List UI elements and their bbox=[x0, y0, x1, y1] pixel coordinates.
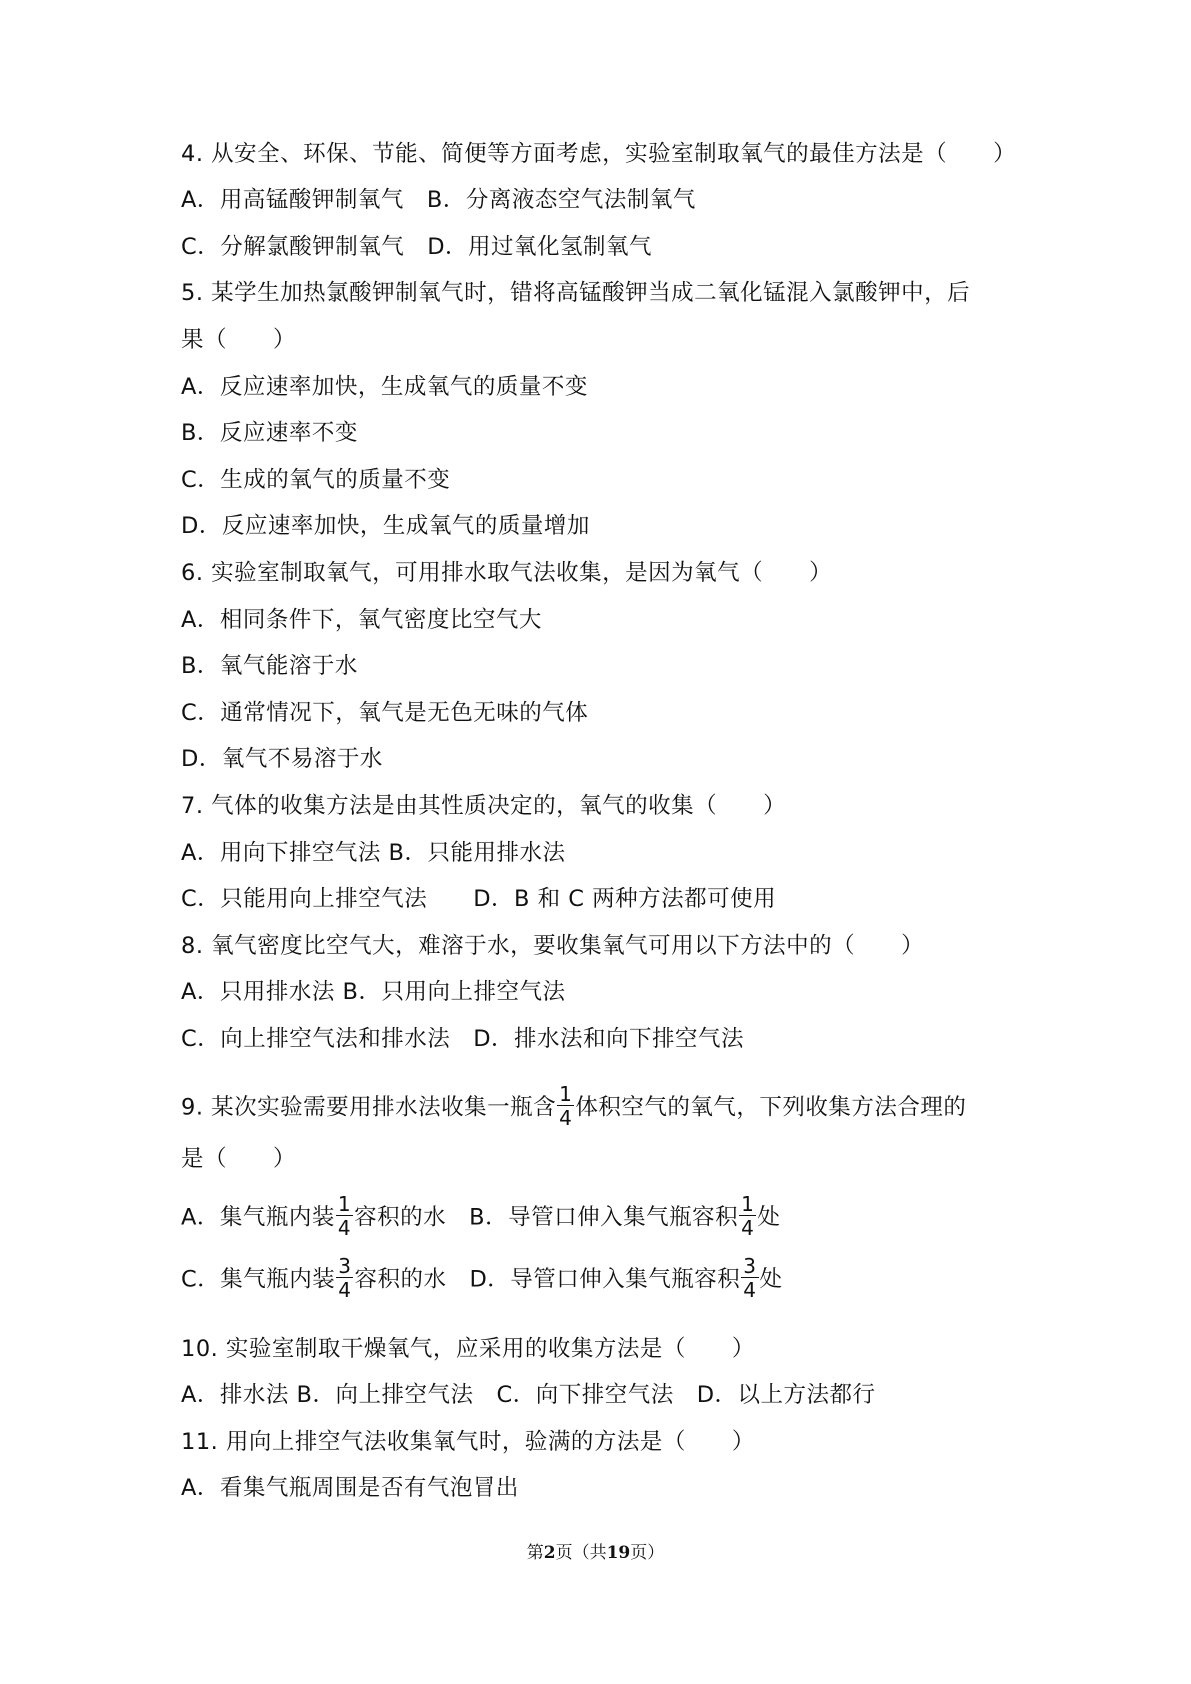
q6-option-a: A．相同条件下，氧气密度比空气大 bbox=[181, 607, 542, 633]
q10-options: A．排水法 B．向上排空气法 C．向下排空气法 D．以上方法都行 bbox=[181, 1382, 876, 1408]
q9-option-d-post: 处 bbox=[759, 1266, 783, 1293]
q8-options-cd: C．向上排空气法和排水法 D．排水法和向下排空气法 bbox=[181, 1026, 745, 1052]
fraction-denominator: 4 bbox=[743, 1278, 757, 1302]
fraction-denominator: 4 bbox=[741, 1216, 755, 1240]
q11-option-a: A．看集气瓶周围是否有气泡冒出 bbox=[181, 1475, 519, 1501]
footer-mid: 页（共 bbox=[555, 1543, 607, 1563]
q7-options-cd: C．只能用向上排空气法 D．B 和 C 两种方法都可使用 bbox=[181, 886, 777, 912]
footer-pre: 第 bbox=[526, 1543, 544, 1563]
q5-option-d: D．反应速率加快，生成氧气的质量增加 bbox=[181, 513, 590, 539]
q5-stem-cont: 果（ ） bbox=[181, 327, 297, 353]
q11-stem: 11. 用向上排空气法收集氧气时，验满的方法是（ ） bbox=[181, 1429, 755, 1455]
footer-page-number: 2 bbox=[543, 1543, 556, 1563]
fraction-denominator: 4 bbox=[337, 1216, 352, 1240]
fraction-numerator: 1 bbox=[741, 1192, 755, 1216]
fraction-denominator: 4 bbox=[559, 1106, 573, 1130]
q8-options-ab: A．只用排水法 B．只用向上排空气法 bbox=[181, 979, 566, 1005]
footer-post: 页） bbox=[630, 1543, 665, 1563]
q4-stem: 4. 从安全、环保、节能、简便等方面考虑，实验室制取氧气的最佳方法是（ ） bbox=[181, 141, 1017, 167]
fraction-denominator: 4 bbox=[338, 1278, 352, 1302]
q9-option-c-post: 容积的水 D．导管口伸入集气瓶容积 bbox=[354, 1266, 741, 1293]
fraction-numerator: 3 bbox=[338, 1254, 352, 1278]
q9-option-c-pre: C．集气瓶内装 bbox=[181, 1266, 336, 1293]
q9-stem-post: 体积空气的氧气，下列收集方法合理的 bbox=[575, 1094, 967, 1121]
fraction-option-b bbox=[739, 1194, 756, 1238]
q6-option-d: D．氧气不易溶于水 bbox=[181, 746, 383, 772]
q9-option-a-post: 容积的水 B．导管口伸入集气瓶容积 bbox=[354, 1204, 739, 1231]
page-footer bbox=[0, 1538, 1191, 1563]
q9-stem-cont: 是（ ） bbox=[181, 1146, 297, 1172]
q9-stem bbox=[181, 1082, 967, 1130]
q4-options-cd: C．分解氯酸钾制氧气 D．用过氧化氢制氧气 bbox=[181, 234, 653, 260]
q9-options-ab bbox=[181, 1192, 781, 1240]
q10-stem: 10. 实验室制取干燥氧气，应采用的收集方法是（ ） bbox=[181, 1336, 755, 1362]
q9-options-cd bbox=[181, 1254, 783, 1302]
fraction-option-c bbox=[336, 1256, 353, 1300]
q7-stem: 7. 气体的收集方法是由其性质决定的，氧气的收集（ ） bbox=[181, 793, 787, 819]
q6-option-b: B．氧气能溶于水 bbox=[181, 653, 358, 679]
q9-stem-pre: 9. 某次实验需要用排水法收集一瓶含 bbox=[181, 1094, 557, 1121]
q9-option-b-post: 处 bbox=[757, 1204, 781, 1231]
fraction-numerator: 1 bbox=[337, 1192, 352, 1216]
fraction-option-a bbox=[336, 1194, 353, 1238]
q5-stem: 5. 某学生加热氯酸钾制氧气时，错将高锰酸钾当成二氧化锰混入氯酸钾中，后 bbox=[181, 280, 971, 306]
fraction-one-quarter bbox=[557, 1084, 574, 1128]
footer-total-pages: 19 bbox=[606, 1543, 631, 1563]
q6-stem: 6. 实验室制取氧气，可用排水取气法收集，是因为氧气（ ） bbox=[181, 560, 833, 586]
q8-stem: 8. 氧气密度比空气大，难溶于水，要收集氧气可用以下方法中的（ ） bbox=[181, 933, 925, 959]
fraction-numerator: 1 bbox=[559, 1082, 573, 1106]
fraction-numerator: 3 bbox=[743, 1254, 757, 1278]
q5-option-b: B．反应速率不变 bbox=[181, 420, 358, 446]
q9-option-a-pre: A．集气瓶内装 bbox=[181, 1204, 335, 1231]
q5-option-c: C．生成的氧气的质量不变 bbox=[181, 467, 451, 493]
fraction-option-d bbox=[741, 1256, 758, 1300]
q7-options-ab: A．用向下排空气法 B．只能用排水法 bbox=[181, 840, 566, 866]
q4-options-ab: A．用高锰酸钾制氧气 B．分离液态空气法制氧气 bbox=[181, 187, 696, 213]
q6-option-c: C．通常情况下，氧气是无色无味的气体 bbox=[181, 700, 589, 726]
q5-option-a: A．反应速率加快，生成氧气的质量不变 bbox=[181, 374, 588, 400]
